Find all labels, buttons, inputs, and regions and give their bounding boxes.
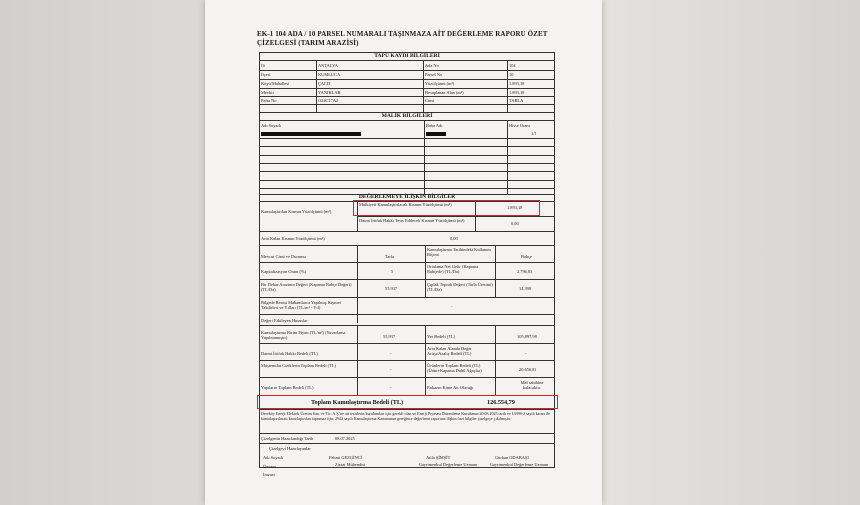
- hisse-orani-label: Hisse Oranı: [509, 123, 530, 128]
- ciplak-toprak-label: Çıplak Toprak Değeri (Tarla Üretimi) (TL/Da): [427, 282, 493, 292]
- birim-fiyat-label: Kamulaştırma Birim Fiyatı (TL/m²) (Yuvarlama Yapılmamıştır): [261, 330, 346, 340]
- signer-1-title: Ziraat Mühendisi: [335, 462, 366, 467]
- mevcut-cinsi-value: Tarla: [385, 254, 394, 259]
- ortalama-gelir-value: 2.796,83: [517, 269, 533, 274]
- ortalama-gelir-label: Ortalama Net Gelir (Kapama Bahçede) (TL/Da): [427, 264, 479, 274]
- cinsi-value: TARLA: [509, 98, 524, 103]
- malik-heading: MALİK BİLGİLERİ: [381, 113, 433, 119]
- urunler-label: Ürünlerin Toplam Bedeli (TL) (Ürün+Kapama Dahil Ağaçlar): [427, 363, 482, 373]
- kullanim-bicimi-label: Kamulaştırma Tarihindeki Kullanım Biçimi: [427, 247, 491, 257]
- pafta-value: O24C17A2: [318, 98, 339, 103]
- tapu-heading: TAPU KAYDI BİLGİLERİ: [374, 53, 440, 59]
- enkaz-value: Mal sahibine kalacaktır.: [520, 380, 544, 390]
- signer-name-label: Adı Soyadı: [263, 455, 283, 460]
- ciplak-toprak-value: 14.390: [519, 286, 532, 291]
- kullanim-bicimi-value: Bahçe: [521, 254, 532, 259]
- document-title: EK-1 104 ADA / 10 PARSEL NUMARALI TAŞINMAZA AİT DEĞERLEME RAPORU ÖZET ÇİZELGESİ (TARIM ARAZİSİ): [257, 30, 548, 47]
- kamulastirilan-label: Kamulaştırılan Kısmın Yüzölçümü (m²): [261, 209, 332, 214]
- hesap-alan-value: 1.893,18: [509, 90, 525, 95]
- signer-title-label: Ünvanı: [263, 464, 276, 469]
- arta-kalan-deger-label: Arta Kalan Alanda Değer Artışı/Azalış Bedeli (TL): [427, 346, 472, 356]
- toplam-bedel-value: 126.554,79: [487, 399, 515, 406]
- yer-bedeli-label: Yer Bedeli (TL): [427, 334, 456, 339]
- mevki-label: Mevkii: [261, 90, 274, 95]
- bilgede-resmi-value: -: [451, 304, 453, 309]
- bilgede-resmi-label: Bilgede Resmi Makamlarca Yapılmış Kıymet Takdirleri ve Yılları (TL/m² - Yıl): [261, 300, 341, 310]
- ada-value: 104: [509, 63, 516, 68]
- signer-3-title: Gayrimenkul Değerleme Uzmanı: [489, 462, 549, 467]
- signer-2-title: Gayrimenkul Değerleme Uzmanı: [418, 462, 478, 467]
- cinsi-label: Cinsi: [425, 98, 435, 103]
- degeri-etkileyen-label: Değeri Etkileyen Hususlar: [261, 318, 308, 323]
- urunler-value: 20.656,81: [519, 367, 537, 372]
- hisse-value: 1/1: [531, 131, 537, 136]
- pafta-label: Pafta No: [261, 98, 277, 103]
- yapilar-label: Yapıların Toplam Bedeli (TL): [261, 385, 314, 390]
- bir-dekar-label: Bir Dekar Arazinin Değeri (Kapama Bahçe Değeri) (TL/Da): [261, 282, 352, 292]
- redacted-owner-name: [261, 132, 361, 136]
- daimi-irtifak-value: -: [390, 351, 392, 356]
- adi-soyadi-label: Adı Soyadı: [261, 123, 281, 128]
- yapilar-value: -: [390, 385, 392, 390]
- hazirlandigi-tarih-label: Çizelgenin Hazırlandığı Tarih: [261, 436, 314, 441]
- arta-kalan-label: Arta Kalan Kısmın Yüzölçümü (m²): [261, 236, 325, 241]
- signer-2-name: Atila ŞİMŞİT: [426, 455, 451, 460]
- irtifak-value: 0,00: [511, 221, 519, 226]
- degerleme-heading: DEĞERLEMEYE İLİŞKİN BİLGİLER: [358, 194, 456, 200]
- koy-label: Köyü/Mahallesi: [261, 81, 290, 86]
- background-left: [0, 0, 205, 505]
- bir-dekar-value: 55.937: [385, 286, 398, 291]
- ilce-label: İlçesi: [261, 72, 271, 77]
- kapitalizasyon-value: 5: [391, 269, 394, 274]
- document-page: [205, 0, 602, 505]
- signer-1-name: Fehmi GEZGİNCİ: [329, 455, 363, 460]
- parsel-label: Parsel No: [425, 72, 443, 77]
- hazirlandigi-tarih-value: 08.07.2025: [335, 436, 355, 441]
- kapitalizasyon-label: Kapitalizasyon Oranı (%): [261, 269, 307, 274]
- ilce-value: KUMLUCA: [318, 72, 341, 77]
- yuzolcumu-value: 1.893,18: [509, 81, 525, 86]
- hesap-alan-label: Hesaplanan Alan (m²): [425, 90, 464, 95]
- mustemilat-value: -: [390, 367, 392, 372]
- arta-kalan-deger-value: -: [525, 351, 527, 356]
- yer-bedeli-value: 105.897,98: [517, 334, 537, 339]
- hazirlayanlar-label: Çizelgeyi Hazırlayanlar: [269, 446, 311, 451]
- parsel-value: 10: [509, 72, 514, 77]
- birim-fiyat-value: 55,937: [383, 334, 396, 339]
- signer-3-name: Gürkan ODABAŞI: [495, 455, 529, 460]
- irtifak-label: Daimi İrtifak Hakkı Tesis Edilecek Kısmın Yüzölçümü (m²): [359, 218, 465, 223]
- daimi-irtifak-label: Daimi İrtifak Hakkı Bedeli (TL): [261, 351, 318, 356]
- koy-value: ÇALTI: [318, 81, 331, 86]
- mulkiyet-value: 1.893,18: [507, 205, 523, 210]
- enkaz-label: Enkazın Kime Ait Olacağı: [427, 385, 474, 390]
- mulkiyet-highlight-box: [353, 200, 540, 216]
- il-value: ANTALYA: [318, 63, 338, 68]
- yuzolcumu-label: Yüzölçümü (m²): [425, 81, 455, 86]
- mevki-value: YANIKLAR: [318, 90, 341, 95]
- toplam-bedel-label: Toplam Kamulaştırma Bedeli (TL): [311, 399, 404, 406]
- mustemilat-label: Müştemilat Ciziklerin Toplam Bedeli (TL): [261, 363, 336, 368]
- mevcut-cinsi-label: Mevcut Cinsi ve Durumu: [261, 254, 306, 259]
- baba-adi-label: Baba Adı: [426, 123, 443, 128]
- toplam-highlight-box: [257, 395, 558, 409]
- redacted-father-name: [426, 132, 446, 136]
- explanation-note: Dereköy Enerji Elektrik Üretim San. ve Tic. A.Ş.'ne ait tesislerin kurulumları için gerekli olan ve Enerji Piyasası Düzenleme Kurulunun 20.03.2025 tarih ve 13398-2 sayılı kararı ile kamulaştırılması kararlaştırılan taşınmaz için, 2942 sayılı Kamulaştırma Kanununun gereğince değerleme raporuna ilişkin özet bilgiler çizelgeye çıkılmıştır.: [261, 411, 550, 421]
- ada-label: Ada No: [425, 63, 439, 68]
- signer-signature-label: İmzası: [263, 472, 275, 477]
- background-right: [602, 0, 860, 505]
- il-label: İli: [261, 63, 265, 68]
- mulkiyet-label: Mülkiyeti Kamulaştırılacak Kısmın Yüzölçümü (m²): [359, 202, 452, 207]
- arta-kalan-value: 0,00: [450, 236, 458, 241]
